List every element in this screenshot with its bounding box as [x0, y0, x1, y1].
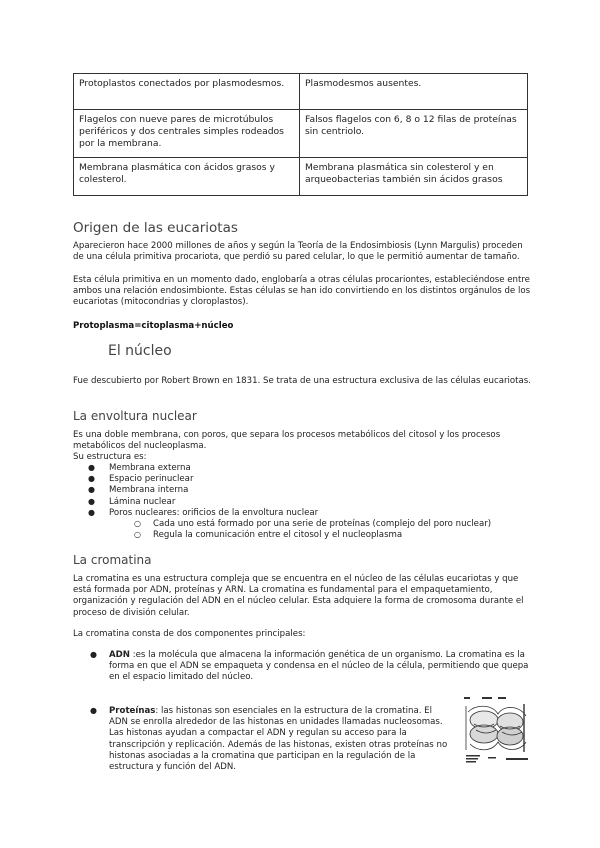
bullet-icon: ● — [88, 474, 95, 484]
table-row — [74, 74, 528, 110]
list-item: ● Membrana externa — [88, 463, 191, 473]
hollow-bullet-icon: ○ — [134, 530, 141, 540]
table-cell: Membrana plasmática con ácidos grasos y colesterol. — [74, 158, 300, 196]
cromatina-paragraph-2: La cromatina consta de dos componentes principales: — [73, 629, 306, 639]
proteinas-term: Proteínas — [109, 706, 156, 716]
table-cell: Flagelos con nueve pares de microtúbulos periféricos y dos centrales simples rodeados por la membrana. — [74, 110, 300, 158]
envoltura-intro: Su estructura es: — [73, 452, 147, 462]
envoltura-paragraph: Es una doble membrana, con poros, que separa los procesos metabólicos del citosol y los procesos metabólicos del nucleoplasma. — [73, 430, 501, 452]
hollow-bullet-icon: ○ — [134, 518, 141, 528]
sub-list — [134, 519, 491, 541]
bullet-icon: ● — [90, 706, 97, 715]
nucleo-paragraph: Fue descubierto por Robert Brown en 1831. Se trata de una estructura exclusiva de las células eucariotas. — [73, 376, 531, 386]
table-row — [74, 110, 528, 158]
section-title-cromatina: La cromatina — [73, 553, 152, 567]
sub-list-item: ○ Cada uno está formado por una serie de proteínas (complejo del poro nuclear) — [134, 518, 492, 529]
bullet-icon: ● — [88, 507, 95, 517]
table-cell: Plasmodesmos ausentes. — [300, 74, 528, 110]
section-title-origen: Origen de las eucariotas — [73, 220, 238, 236]
bullet-icon: ● — [88, 496, 95, 506]
proteinas-bullet — [90, 706, 450, 773]
envoltura-list — [88, 463, 491, 541]
table-row — [74, 158, 528, 196]
proteinas-text: : las histonas son esenciales en la estructura de la cromatina. El ADN se enrolla alrededor de las histonas en unidades llamadas nucleosomas. Las histonas ayudan a compactar el ADN y regulan su acceso para la transcripción y replicación. Además de las histonas, existen otras proteínas no histonas asociadas a la cromatina que participan en la regulación de la estructura y función del ADN. — [109, 706, 448, 772]
adn-term: ADN — [109, 650, 130, 660]
adn-bullet — [90, 650, 530, 684]
table-cell: Membrana plasmática sin colesterol y en arqueobacterias también sin ácidos grasos — [300, 158, 528, 196]
section-title-nucleo: El núcleo — [108, 343, 172, 359]
formula-text: Protoplasma=citoplasma+núcleo — [73, 321, 234, 331]
origen-paragraph-2: Esta célula primitiva en un momento dado, englobaría a otras células procariontes, estableciéndose entre ambos una relación endosimbionte. Estas células se han ido convirtiendo en los distintos orgánulos de los eucariotas (mitocondrias y cloroplastos). — [73, 275, 531, 308]
table-cell: Protoplastos conectados por plasmodesmos. — [74, 74, 300, 110]
nucleosome-diagram — [462, 694, 534, 766]
list-item: ● Espacio perinuclear — [88, 474, 194, 485]
list-item: ● Lámina nuclear — [88, 496, 176, 507]
comparison-table — [73, 73, 528, 196]
section-title-envoltura: La envoltura nuclear — [73, 409, 197, 423]
list-item: ● Membrana interna — [88, 485, 189, 496]
adn-text: :es la molécula que almacena la información genética de un organismo. La cromatina es la forma en que el ADN se empaqueta y condensa en el núcleo de la célula, permitiendo que quepa en el espacio limitado del núcleo. — [109, 650, 529, 683]
bullet-icon: ● — [90, 650, 97, 659]
list-item: ● Poros nucleares: orificios de la envoltura nuclear ○ Cada uno está formado por una serie de proteínas (complejo del poro nuclear) ○ Regula la comunicación entre el citosol y el nucleoplasma — [88, 507, 492, 541]
origen-paragraph-1: Aparecieron hace 2000 millones de años y según la Teoría de la Endosimbiosis (Lynn Margulis) proceden de una célula primitiva procariota, que perdió su pared celular, lo que le permitió aumentar de tamaño. — [73, 241, 523, 263]
bullet-icon: ● — [88, 485, 95, 495]
sub-list-item: ○ Regula la comunicación entre el citosol y el nucleoplasma — [134, 530, 403, 541]
bullet-icon: ● — [88, 463, 95, 472]
table-cell: Falsos flagelos con 6, 8 o 12 filas de proteínas sin centriolo. — [300, 110, 528, 158]
cromatina-paragraph-1: La cromatina es una estructura compleja que se encuentra en el núcleo de las células eucariotas y que está formada por ADN, proteínas y ARN. La cromatina es fundamental para el empaquetamiento, organización y regulación del ADN en el núcleo celular. Esta adquiere la forma de cromosoma durante el proceso de división celular. — [73, 574, 524, 618]
